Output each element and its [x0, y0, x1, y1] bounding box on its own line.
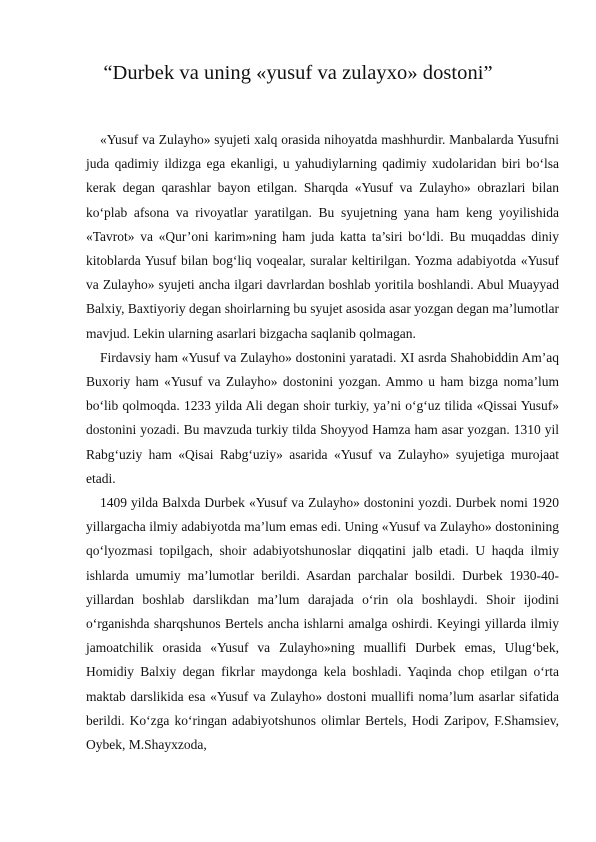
paragraph: Firdavsiy ham «Yusuf va Zulayho» dostonini yaratadi. XI asrda Shahobiddin Am’aq Buxoriy ham «Yusuf va Zulayho» dostonini yozgan. Ammo u ham bizga noma’lum bo‘lib qolmoqda. 1233 yilda Ali degan shoir turkiy, ya’ni o‘g‘uz tilida «Qissai Yusuf» dostonini yozadi. Bu mavzuda turkiy tilda Shoyyod Hamza ham asar yozgan. 1310 yil Rabg‘uziy ham «Qisai Rabg‘uziy» asarida «Yusuf va Zulayho» syujetiga murojaat etadi. [86, 349, 559, 486]
paragraph: «Yusuf va Zulayho» syujeti xalq orasida nihoyatda mashhurdir. Manbalarda Yusufni juda qadimiy ildizga ega ekanligi, u yahudiylarning qadimiy xudolaridan biri bo‘lsa kerak degan qarashlar bayon etilgan. Sharqda «Yusuf va Zulayho» obrazlari bilan ko‘plab afsona va rivoyatlar yaratilgan. Bu syujetning yana ham keng yoyilishida «Tavrot» va «Qur’oni karim»ning ham juda katta ta’siri bo‘ldi. Bu muqaddas diniy kitoblarda Yusuf bilan bog‘liq voqealar, suralar keltirilgan. Yozma adabiyotda «Yusuf va Zulayho» syujeti ancha ilgari davrlardan boshlab yoritila boshlandi. Abul Muayyad Balxiy, Baxtiyoriy degan shoirlarning bu syujet asosida asar yozgan degan ma’lumotlar mavjud. Lekin ularning asarlari bizgacha saqlanib qolmagan. [86, 132, 559, 341]
document-body [86, 128, 559, 757]
paragraph: 1409 yilda Balxda Durbek «Yusuf va Zulayho» dostonini yozdi. Durbek nomi 1920 yillargacha ilmiy adabiyotda ma’lum emas edi. Uning «Yusuf va Zulayho» dostonining qo‘lyozmasi topilgach, shoir adabiyotshunoslar diqqatini jalb etadi. U haqda ilmiy ishlarda umumiy ma’lumotlar berildi. Asardan parchalar bosildi. Durbek 1930-40- yillardan boshlab darslikdan ma’lum darajada o‘rin ola boshlaydi. Shoir ijodini o‘rganishda sharqshunos Bertels ancha ishlarni amalga oshirdi. Keyingi yillarda ilmiy jamoatchilik orasida «Yusuf va Zulayho»ning muallifi Durbek emas, Ulug‘bek, Homidiy Balxiy degan fikrlar maydonga kela boshladi. Yaqinda chop etilgan o‘rta maktab darslikida esa «Yusuf va Zulayho» dostoni muallifi noma’lum asarlar sifatida berildi. Ko‘zga ko‘ringan adabiyotshunos olimlar Bertels, Hodi Zaripov, F.Shamsiev, Oybek, M.Shayxzoda, [86, 495, 559, 753]
document-title: “Durbek va uning «yusuf va zulayxo» dostoni” [103, 62, 493, 84]
